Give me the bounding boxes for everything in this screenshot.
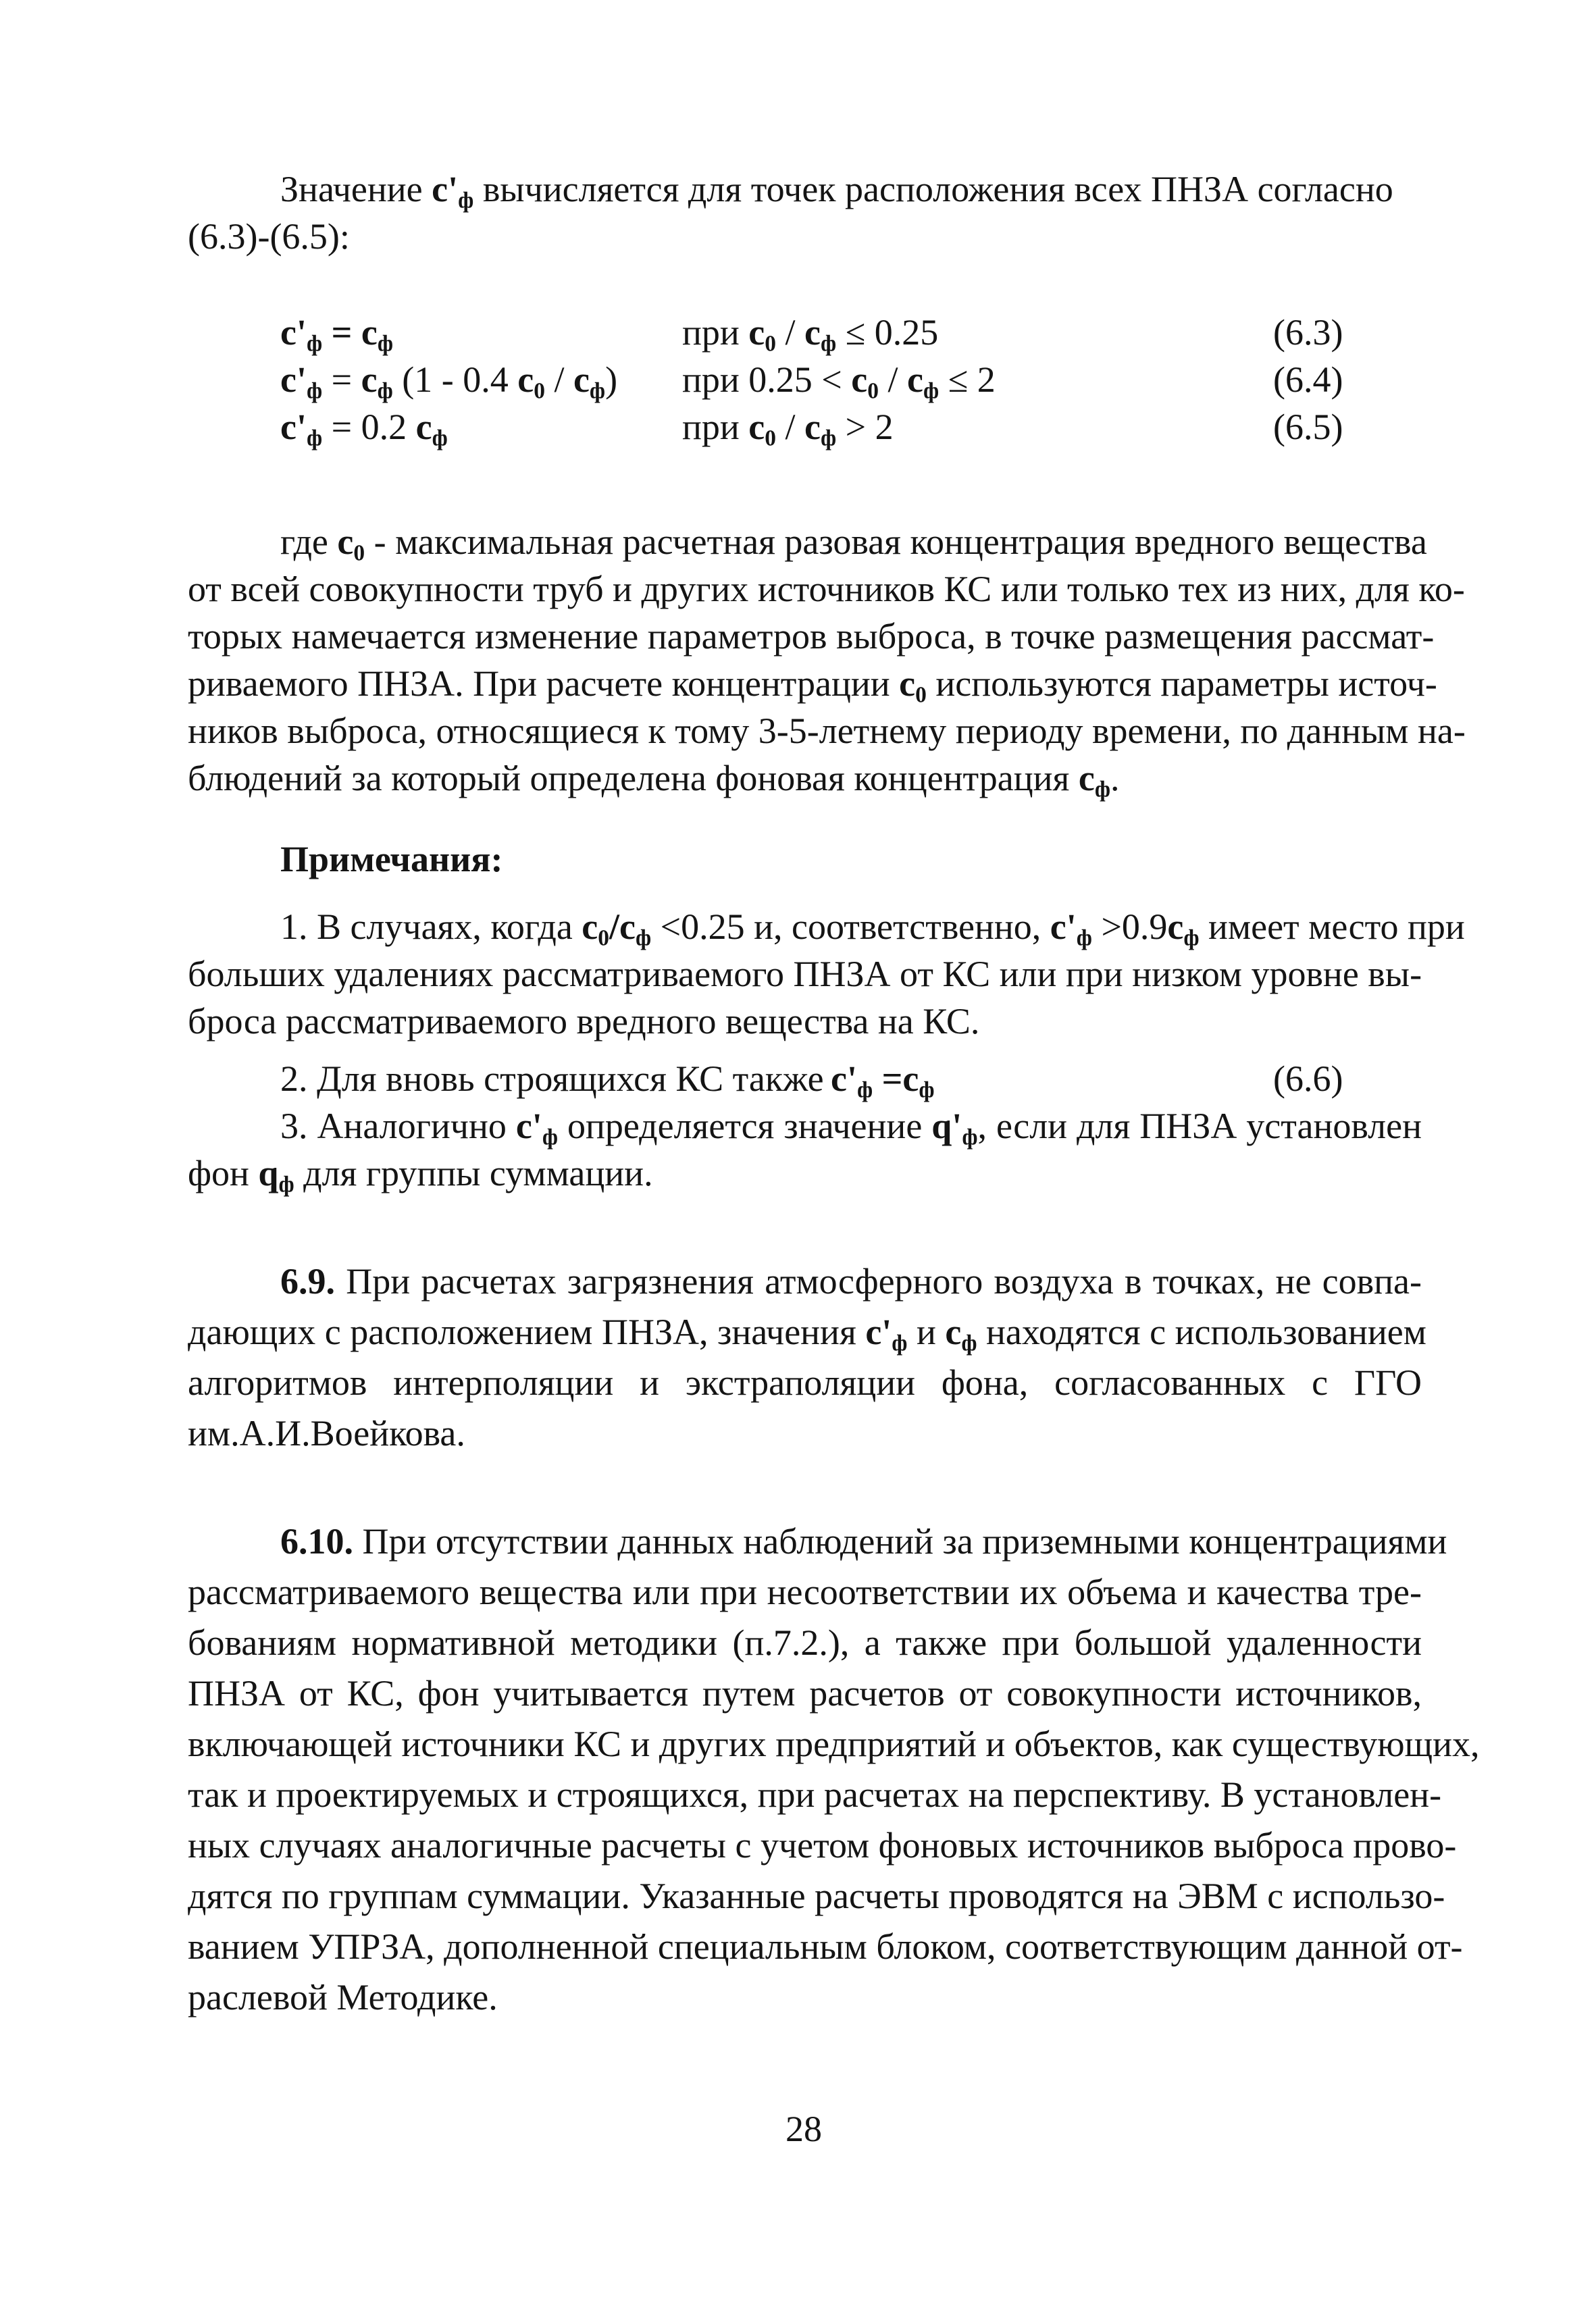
where-line-5: ников выброса, относящиеся к тому 3-5-летнему периоду времени, по данным на- — [188, 711, 1466, 751]
section-6-10-line-1: 6.10. При отсутствии данных наблюдений за приземными концентрациями — [280, 1521, 1447, 1562]
formula-6-5-number: (6.5) — [1273, 407, 1343, 447]
note-1-line-2: больших удалениях рассматриваемого ПНЗА от КС или при низком уровне вы- — [188, 954, 1422, 994]
section-6-9-line-4: им.А.И.Воейкова. — [188, 1413, 465, 1454]
intro-line-2: (6.3)-(6.5): — [188, 216, 350, 257]
formula-6-5-condition: при $c_0 / c_ф > 2$ — [682, 407, 894, 451]
section-6-10-line-10: раслевой Методике. — [188, 1977, 498, 2017]
section-6-10-line-4: ПНЗА от КС, фон учитывается путем расчетов от совокупности источников, — [188, 1673, 1422, 1714]
where-line-6: блюдений за который определена фоновая концентрация $c_ф$. — [188, 758, 1120, 802]
intro-line-1: Значение $c'_ф$ вычисляется для точек расположения всех ПНЗА согласно — [280, 169, 1393, 213]
formula-6-5-lhs: $c'_ф = 0.2$ $c_ф$ — [280, 407, 448, 451]
formula-6-4-condition: при $0.25 < c_0 / c_ф \le 2$ — [682, 359, 996, 404]
section-6-10-line-3: бованиям нормативной методики (п.7.2.), а также при большой удаленности — [188, 1622, 1422, 1663]
formula-6-4-lhs: $c'_ф = c_ф$ (1 - 0.4 $c_0 / c_ф$) — [280, 359, 618, 404]
where-line-2: от всей совокупности труб и других источников КС или только тех из них, для ко- — [188, 569, 1465, 609]
where-line-3: торых намечается изменение параметров выброса, в точке размещения рассмат- — [188, 616, 1435, 657]
note-3-line-2: фон $q_ф$ для группы суммации. — [188, 1153, 653, 1198]
note-2-formula: $c'_ф =c_ф$ — [831, 1058, 935, 1103]
section-6-9-line-2: дающих с расположением ПНЗА, значения $c'_ф$ и $c_ф$ находятся с использованием — [188, 1312, 1426, 1356]
section-6-9-line-1: 6.9. При расчетах загрязнения атмосферного воздуха в точках, не совпа- — [280, 1261, 1422, 1302]
section-6-10-line-6: так и проектируемых и строящихся, при расчетах на перспективу. В установлен- — [188, 1774, 1442, 1815]
section-6-10-line-7: ных случаях аналогичные расчеты с учетом фоновых источников выброса прово- — [188, 1825, 1457, 1866]
formula-6-3-number: (6.3) — [1273, 312, 1343, 353]
where-line-1: где $c_0$ - максимальная расчетная разовая концентрация вредного вещества — [280, 521, 1427, 566]
note-3-line-1: 3. Аналогично $c'_ф$ определяется значение $q'_ф$, если для ПНЗА установлен — [280, 1106, 1422, 1150]
note-2-number: (6.6) — [1273, 1058, 1343, 1099]
section-6-10-line-2: рассматриваемого вещества или при несоответствии их объема и качества тре- — [188, 1572, 1422, 1612]
note-2-text: 2. Для вновь строящихся КС также — [280, 1058, 824, 1099]
formula-6-4-number: (6.4) — [1273, 359, 1343, 400]
note-1-line-1: 1. В случаях, когда $c_0/c_ф <0.25$ и, соответственно, $c'_ф >0.9c_ф$ имеет место при — [280, 906, 1465, 951]
note-1-line-3: броса рассматриваемого вредного вещества на КС. — [188, 1001, 980, 1042]
formula-6-3-condition: при $c_0 / c_ф \le 0.25$ — [682, 312, 939, 357]
section-6-10-line-9: ванием УПРЗА, дополненной специальным блоком, соответствующим данной от- — [188, 1926, 1463, 1967]
section-6-10-line-8: дятся по группам суммации. Указанные расчеты проводятся на ЭВМ с использо- — [188, 1876, 1445, 1916]
section-6-10-line-5: включающей источники КС и других предприятий и объектов, как существующих, — [188, 1724, 1480, 1764]
page-number: 28 — [786, 2109, 822, 2149]
where-line-4: риваемого ПНЗА. При расчете концентрации $c_0$ используются параметры источ- — [188, 663, 1437, 708]
section-6-9-line-3: алгоритмов интерполяции и экстраполяции фона, согласованных с ГГО — [188, 1362, 1422, 1403]
notes-heading: Примечания: — [280, 839, 503, 879]
formula-6-3-lhs: $c'_ф = c_ф$ — [280, 312, 394, 357]
